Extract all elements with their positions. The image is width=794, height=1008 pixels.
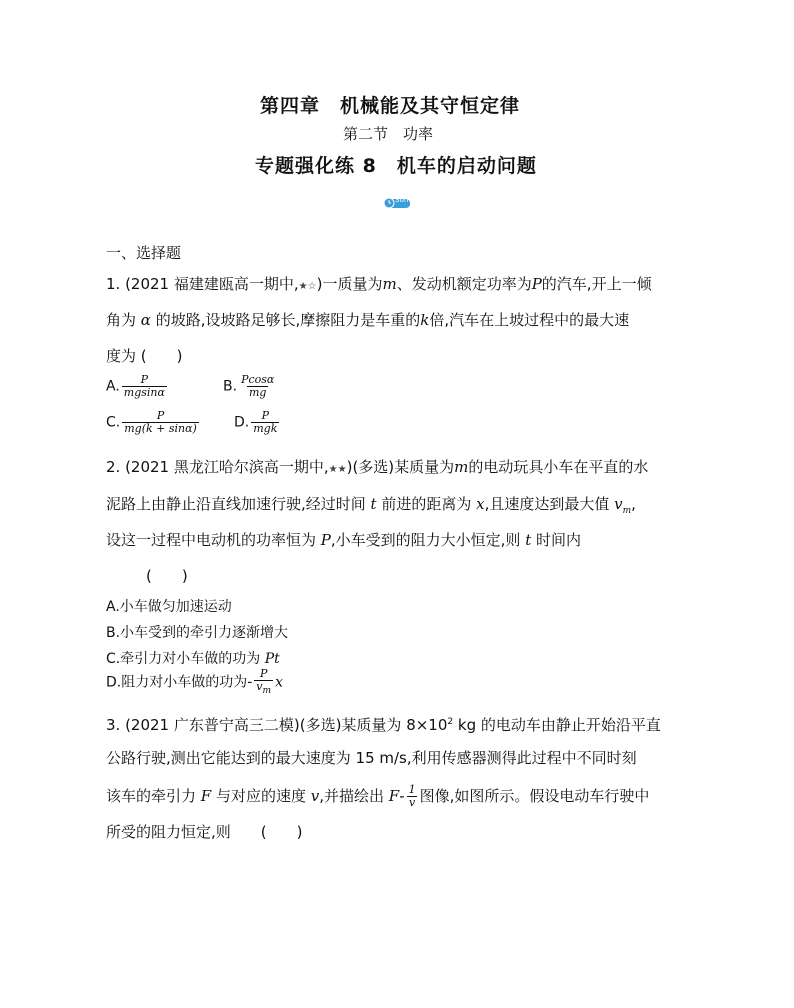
q1-option-c[interactable]: C. $\frac{P}{mg(k + \sin\alpha)}$ [106, 409, 197, 435]
timer-label: 30min [395, 196, 418, 204]
q2-option-a[interactable]: A.小车做匀加速运动 [106, 599, 232, 615]
q1-line1: 1. (2021 福建建瓯高一期中,★☆)一质量为m、发动机额定功率为P的汽车,开上一倾 [106, 275, 652, 293]
section-label: 一、选择题 [106, 244, 182, 262]
q3-line2: 公路行驶,测出它能达到的最大速度为 15 m/s,利用传感器测得此过程中不同时刻 [106, 749, 637, 767]
q2-answer-bracket: ( ) [146, 567, 188, 585]
q2-line1: 2. (2021 黑龙江哈尔滨高一期中,★★)(多选)某质量为m的电动玩具小车在平直的水 [106, 458, 649, 476]
q1-line3: 度为 ( ) [106, 347, 183, 365]
q1-option-a[interactable]: A. $\frac{P}{mgsin\alpha}$ [106, 373, 165, 399]
q2-option-b[interactable]: B.小车受到的牵引力逐渐增大 [106, 625, 289, 641]
q2-line2: 泥路上由静止沿直线加速行驶,经过时间 t 前进的距离为 x,且速度达到最大值 $v_m$, [106, 495, 636, 516]
q3-line3: 该车的牵引力 F 与对应的速度 v,并描绘出 F- $\frac{1}{v}$ 图像,如图所示。假设电动车行驶中 [106, 783, 650, 809]
topic-title: 专题强化练 8 机车的启动问题 [255, 155, 537, 177]
q2-option-c[interactable]: C.牵引力对小车做的功为 Pt [106, 651, 280, 667]
q3-line1: 3. (2021 广东普宁高三二模)(多选)某质量为 $8\times 10^2$ kg 的电动车由静止开始沿平直 [106, 716, 661, 734]
q3-line4: 所受的阻力恒定,则 ( ) [106, 823, 303, 841]
q1-option-b[interactable]: B. $\frac{Pcos\alpha}{mg}$ [223, 373, 275, 399]
q1-option-d[interactable]: D. $\frac{P}{\text{mgk}}$ [234, 409, 278, 435]
difficulty-star-icon: ★★ [328, 464, 347, 475]
difficulty-star-icon: ★☆ [298, 281, 317, 292]
chapter-title: 第四章 机械能及其守恒定律 [260, 95, 521, 117]
timer-badge [383, 194, 418, 213]
section-title: 第二节 功率 [343, 125, 434, 143]
q2-line3: 设这一过程中电动机的功率恒为 P,小车受到的阻力大小恒定,则 t 时间内 [106, 531, 581, 549]
q1-line2: 角为 α 的坡路,设坡路足够长,摩擦阻力是车重的k倍,汽车在上坡过程中的最大速 [106, 311, 630, 329]
q2-option-d[interactable]: D.阻力对小车做的功为- $\frac{P}{v_m}$ x [106, 667, 283, 697]
